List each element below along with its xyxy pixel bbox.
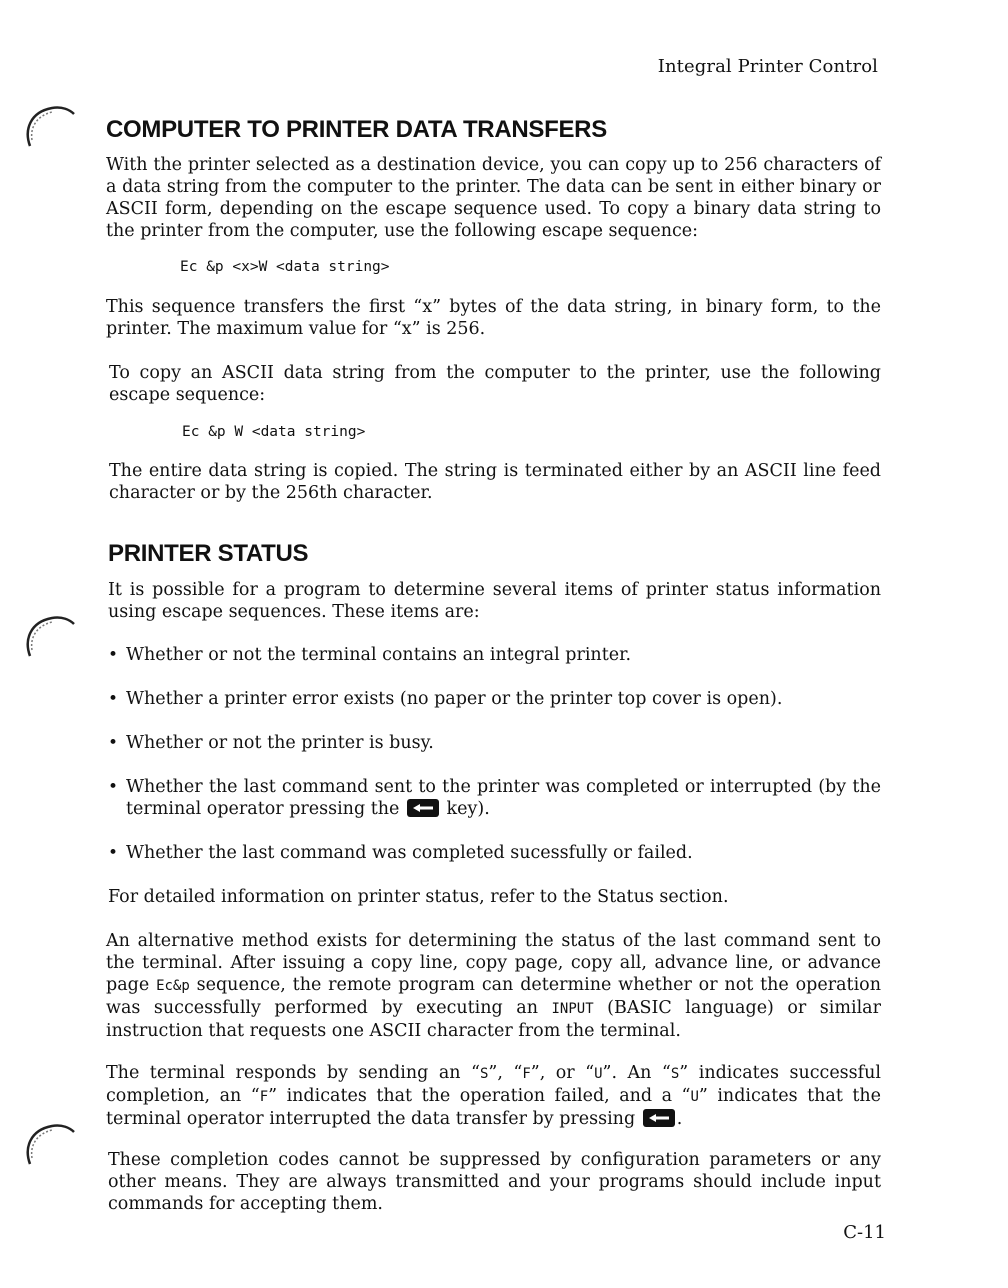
page-number: C-11 <box>843 1222 886 1243</box>
binary-note-paragraph: This sequence transfers the first “x” bytes of the data string, in binary form, to the printer. The maximum value for “x” is 256. <box>106 297 881 339</box>
bullet-icon: • <box>108 777 119 797</box>
binary-escape-sequence: Ec &p <x>W <data string> <box>180 259 390 275</box>
binder-hole-icon <box>22 610 78 660</box>
alternative-method-paragraph: An alternative method exists for determining the status of the last command sent to the terminal. After issuing a copy line, copy page, copy all, advance line, or advance page Ec&p sequence, the remote program can determine whether or not the operation was successfully performed by executing an INPUT (BASIC language) or similar instruction that requests one ASCII character from the terminal. <box>106 931 881 1041</box>
status-items-list <box>106 776 881 820</box>
bullet-icon: • <box>108 733 119 753</box>
status-items-list <box>106 688 881 710</box>
ascii-intro-paragraph: To copy an ASCII data string from the computer to the printer, use the following escape sequence: <box>109 363 881 405</box>
running-header: Integral Printer Control <box>657 56 878 77</box>
break-key-icon <box>407 799 439 817</box>
inline-code: INPUT <box>551 1001 594 1017</box>
bullet-icon: • <box>108 689 119 709</box>
response-codes-paragraph: The terminal responds by sending an “S”, “F”, or “U”. An “S” indicates successful completion, an “F” indicates that the operation failed, and a “U” indicates that the terminal operator interrupted the data transfer by pressing . <box>106 1063 881 1129</box>
list-item: • Whether a printer error exists (no paper or the printer top cover is open). <box>108 689 783 709</box>
list-item: • Whether the last command was completed sucessfully or failed. <box>108 843 693 863</box>
break-key-icon <box>643 1109 675 1127</box>
section-heading-transfers: COMPUTER TO PRINTER DATA TRANSFERS <box>106 116 607 143</box>
status-items-list <box>106 644 881 666</box>
list-item: • Whether the last command sent to the printer was completed or interrupted (by the terminal operator pressing the key). <box>108 777 881 819</box>
bullet-icon: • <box>108 645 119 665</box>
status-intro-paragraph: It is possible for a program to determine several items of printer status information using escape sequences. These items are: <box>108 580 881 622</box>
list-item: • Whether or not the printer is busy. <box>108 733 434 753</box>
status-refer-paragraph: For detailed information on printer status, refer to the Status section. <box>108 887 729 907</box>
bullet-icon: • <box>108 843 119 863</box>
transfers-intro-paragraph: With the printer selected as a destination device, you can copy up to 256 characters of a data string from the computer to the printer. The data can be sent in either binary or ASCII form, depending on the escape sequence used. To copy a binary data string to the printer from the computer, use the following escape sequence: <box>106 155 881 241</box>
ascii-escape-sequence: Ec &p W <data string> <box>182 424 366 440</box>
closing-paragraph: These completion codes cannot be suppressed by configuration parameters or any other means. They are always transmitted and your programs should include input commands for accepting them. <box>108 1150 881 1214</box>
binder-hole-icon <box>22 100 78 150</box>
list-item: • Whether or not the terminal contains an integral printer. <box>108 645 632 665</box>
status-items-list <box>106 732 881 754</box>
ascii-note-paragraph: The entire data string is copied. The string is terminated either by an ASCII line feed character or by the 256th character. <box>109 461 881 503</box>
status-items-list <box>106 842 881 864</box>
section-heading-printer-status: PRINTER STATUS <box>108 540 309 567</box>
inline-code: Ec&p <box>156 978 190 994</box>
binder-hole-icon <box>22 1118 78 1168</box>
